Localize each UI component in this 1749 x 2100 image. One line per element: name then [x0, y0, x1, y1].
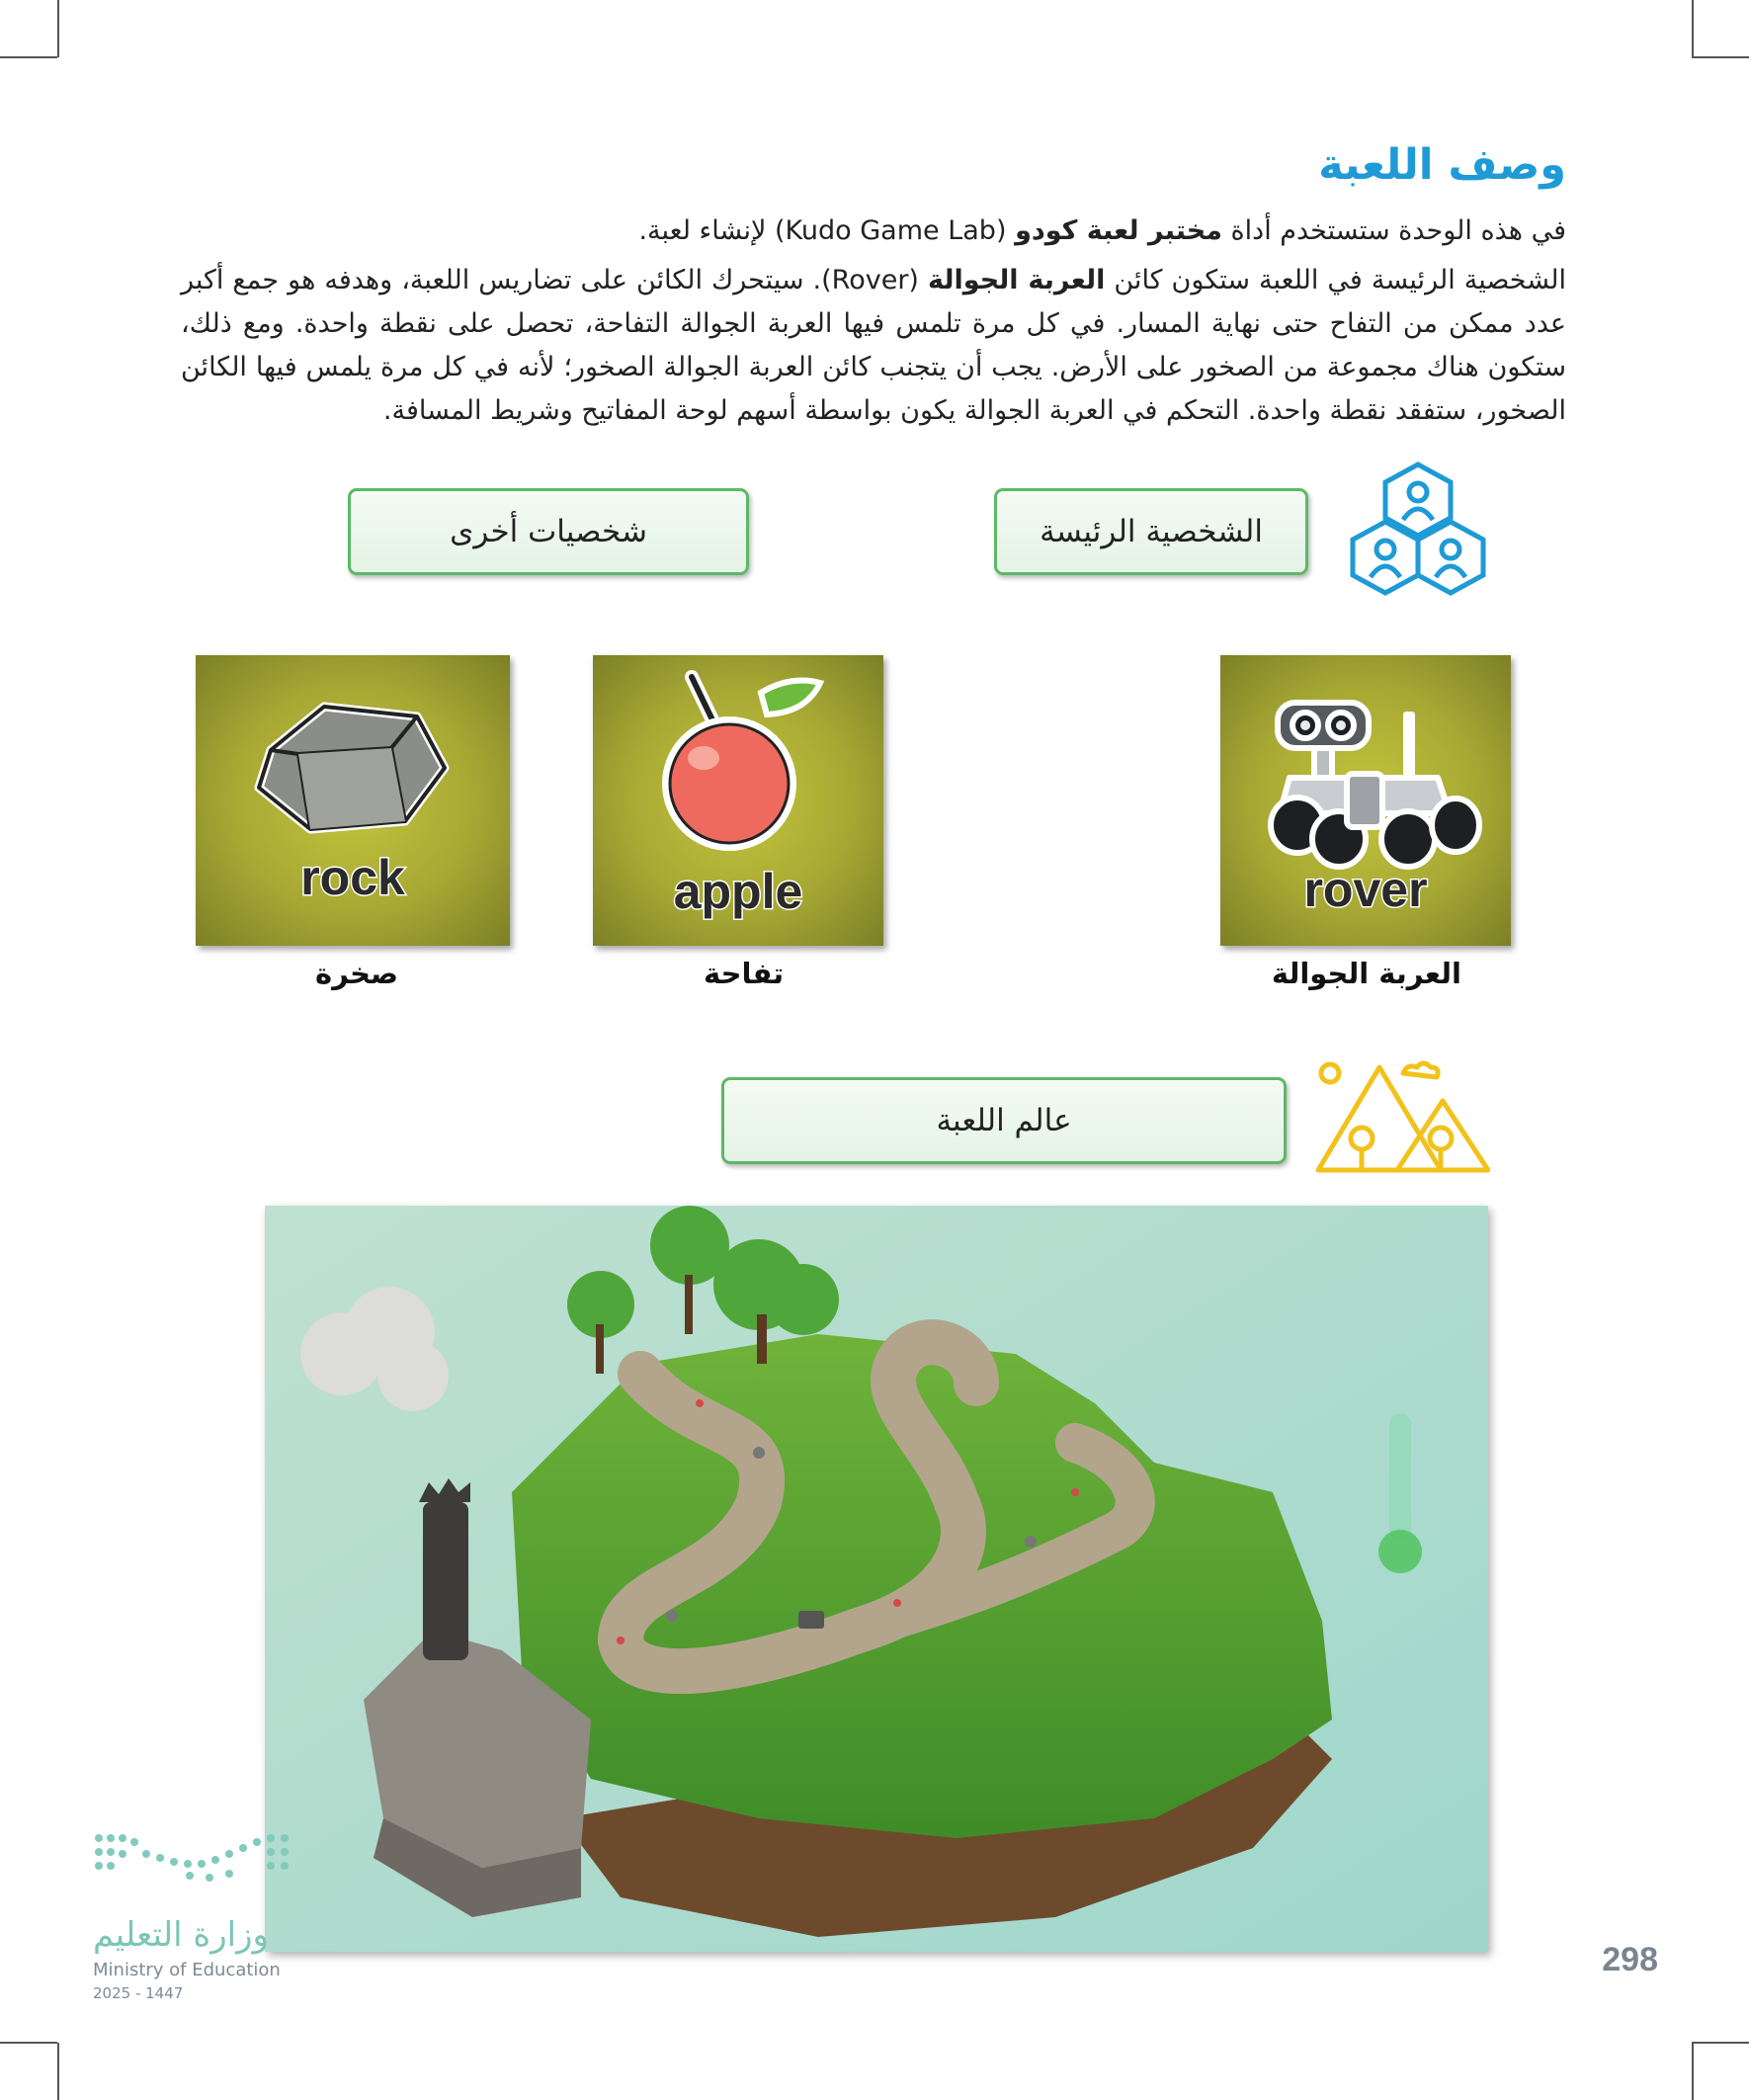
crop-mark [57, 2043, 59, 2100]
crop-mark [0, 2042, 57, 2044]
apple-card [593, 655, 883, 946]
game-world-label: عالم اللعبة [721, 1077, 1287, 1164]
rock-caption: صخرة [315, 957, 399, 990]
ministry-logo-icon [91, 1828, 328, 1917]
rock-card [196, 655, 510, 946]
game-world-screenshot [265, 1206, 1488, 1952]
section-heading: وصف اللعبة [1318, 140, 1566, 190]
ministry-name-arabic: وزارة التعليم [93, 1915, 269, 1955]
crop-mark [0, 56, 57, 58]
crop-mark [1692, 2042, 1749, 2044]
other-characters-label: شخصيات أخرى [348, 488, 749, 575]
crop-mark [1692, 0, 1694, 57]
crop-mark [1692, 56, 1749, 58]
ministry-year: 2025 - 1447 [93, 1984, 184, 2002]
intro-text: في هذه الوحدة ستستخدم أداة مختبر لعبة كودو (Kudo Game Lab) لإنشاء لعبة. [638, 215, 1566, 246]
description-paragraph: الشخصية الرئيسة في اللعبة ستكون كائن العربة الجوالة (Rover). سيتحرك الكائن على تضاريس اللعبة، وهدفه هو جمع أكبر عدد ممكن من التفاح حتى نهاية المسار. في كل مرة تلمس فيها العربة الجوالة التفاحة، تحصل على نقطة واحدة. ومع ذلك، ستكون هناك مجموعة من الصخور على الأرض. يجب أن يتجنب كائن العربة الجوالة الصخور؛ لأنه في كل مرة يلمس فيها الكائن الصخور، ستفقد نقطة واحدة. التحكم في العربة الجوالة يكون بواسطة أسهم لوحة المفاتيح وشريط المسافة. [181, 265, 1567, 426]
rover-card [1220, 655, 1511, 946]
crop-mark [57, 0, 59, 57]
main-character-label: الشخصية الرئيسة [994, 488, 1308, 575]
ministry-name-english: Ministry of Education [93, 1960, 281, 1980]
rover-card-name: rover [1303, 862, 1428, 917]
mountains-icon [1314, 1055, 1490, 1174]
page-number: 298 [1602, 1941, 1658, 1978]
characters-hexagon-icon [1344, 461, 1492, 601]
apple-caption: تفاحة [704, 957, 785, 990]
rover-caption: العربة الجوالة [1271, 957, 1461, 990]
apple-card-name: apple [673, 864, 803, 919]
rock-card-name: rock [300, 850, 405, 905]
crop-mark [1692, 2043, 1694, 2100]
